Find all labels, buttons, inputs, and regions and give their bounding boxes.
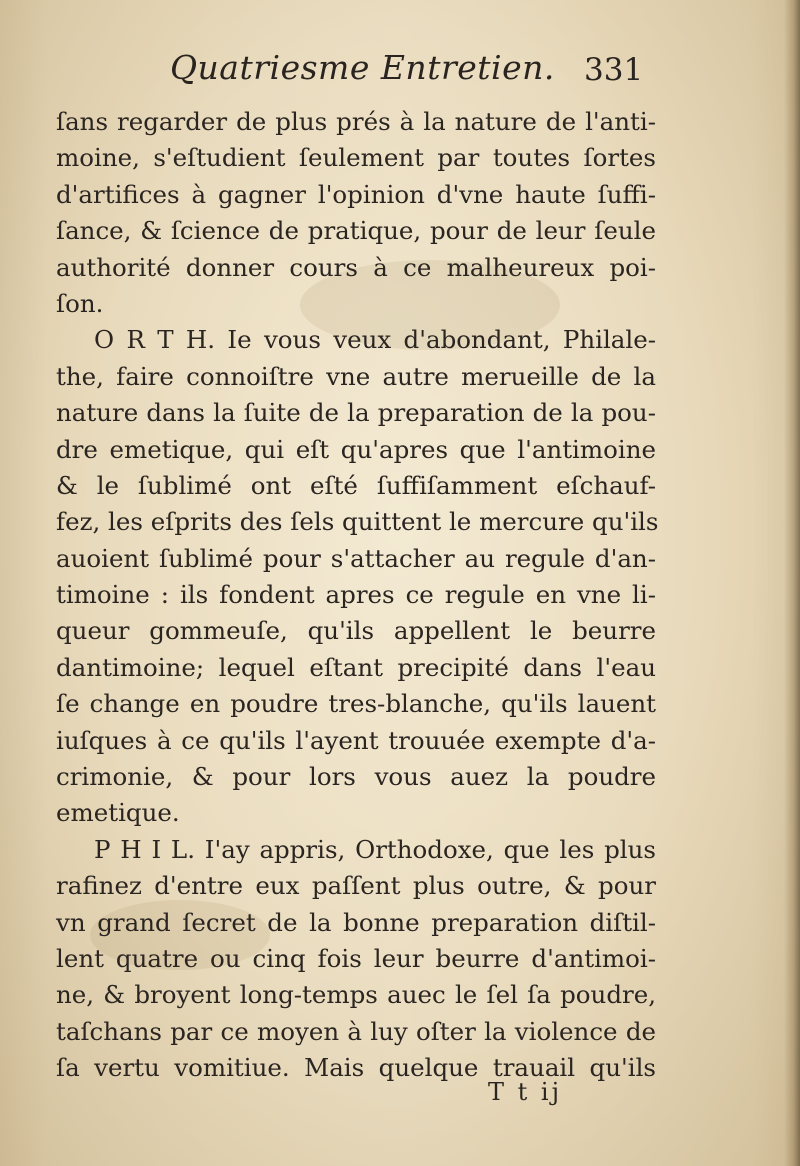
text-line: d'artifices à gagner l'opinion d'vne haute ſuffi- (56, 179, 656, 209)
text-line: iuſques à ce qu'ils l'ayent trouuée exempte d'a- (56, 725, 656, 755)
text-line: ſans regarder de plus prés à la nature de l'anti- (56, 107, 656, 136)
text-line: & le ſublimé ont eſté ſuffiſamment eſchauf- (56, 470, 656, 500)
text-line: ſa vertu vomitiue. Mais quelque trauail qu'ils (56, 1053, 656, 1083)
text-line: rafinez d'entre eux paſſent plus outre, & pour (56, 871, 656, 901)
text-line: timoine : ils fondent apres ce regule en vne li- (56, 580, 656, 610)
signature-mark: T t ij (488, 1078, 563, 1106)
text-line: ſance, & ſcience de pratique, pour de leur ſeule (56, 216, 656, 246)
text-line: queur gommeuſe, qu'ils appellent le beurre (56, 616, 656, 646)
text-line: crimonie, & pour lors vous auez la poudre (56, 762, 656, 792)
text-line: emetique. (56, 798, 180, 828)
text-line: dre emetique, qui eſt qu'apres que l'antimoine (56, 434, 656, 464)
chapter-title: Quatriesme Entretien. (170, 48, 555, 87)
body-text (56, 104, 659, 1087)
text-line: ſon. (56, 288, 104, 318)
text-line: auoient ſublimé pour s'attacher au regule d'an- (56, 543, 656, 573)
text-line: moine, s'eſtudient ſeulement par toutes ſortes (56, 143, 656, 173)
text-line: authorité donner cours à ce malheureux poi- (56, 252, 656, 282)
text-line: the, faire connoiſtre vne autre merueille de la (56, 361, 656, 391)
text-line: P H I L. I'ay appris, Orthodoxe, que les plus (94, 834, 656, 864)
running-head (170, 48, 555, 94)
text-line: ſe change en poudre tres-blanche, qu'ils lauent (56, 689, 656, 719)
text-line: nature dans la ſuite de la preparation de la pou- (56, 398, 656, 428)
text-line: vn grand ſecret de la bonne preparation diſtil- (56, 907, 656, 937)
page-number: 331 (584, 52, 644, 88)
text-line: taſchans par ce moyen à luy oſter la violence de (56, 1016, 656, 1046)
text-line: O R T H. Ie vous veux d'abondant, Philale- (94, 325, 656, 355)
text-line: ne, & broyent long-temps auec le ſel ſa poudre, (56, 980, 656, 1010)
text-line: lent quatre ou cinq fois leur beurre d'antimoi- (56, 943, 656, 973)
text-line: dantimoine; lequel eſtant precipité dans l'eau (56, 652, 656, 682)
text-line: fez, les eſprits des ſels quittent le mercure qu'ils (56, 507, 659, 537)
